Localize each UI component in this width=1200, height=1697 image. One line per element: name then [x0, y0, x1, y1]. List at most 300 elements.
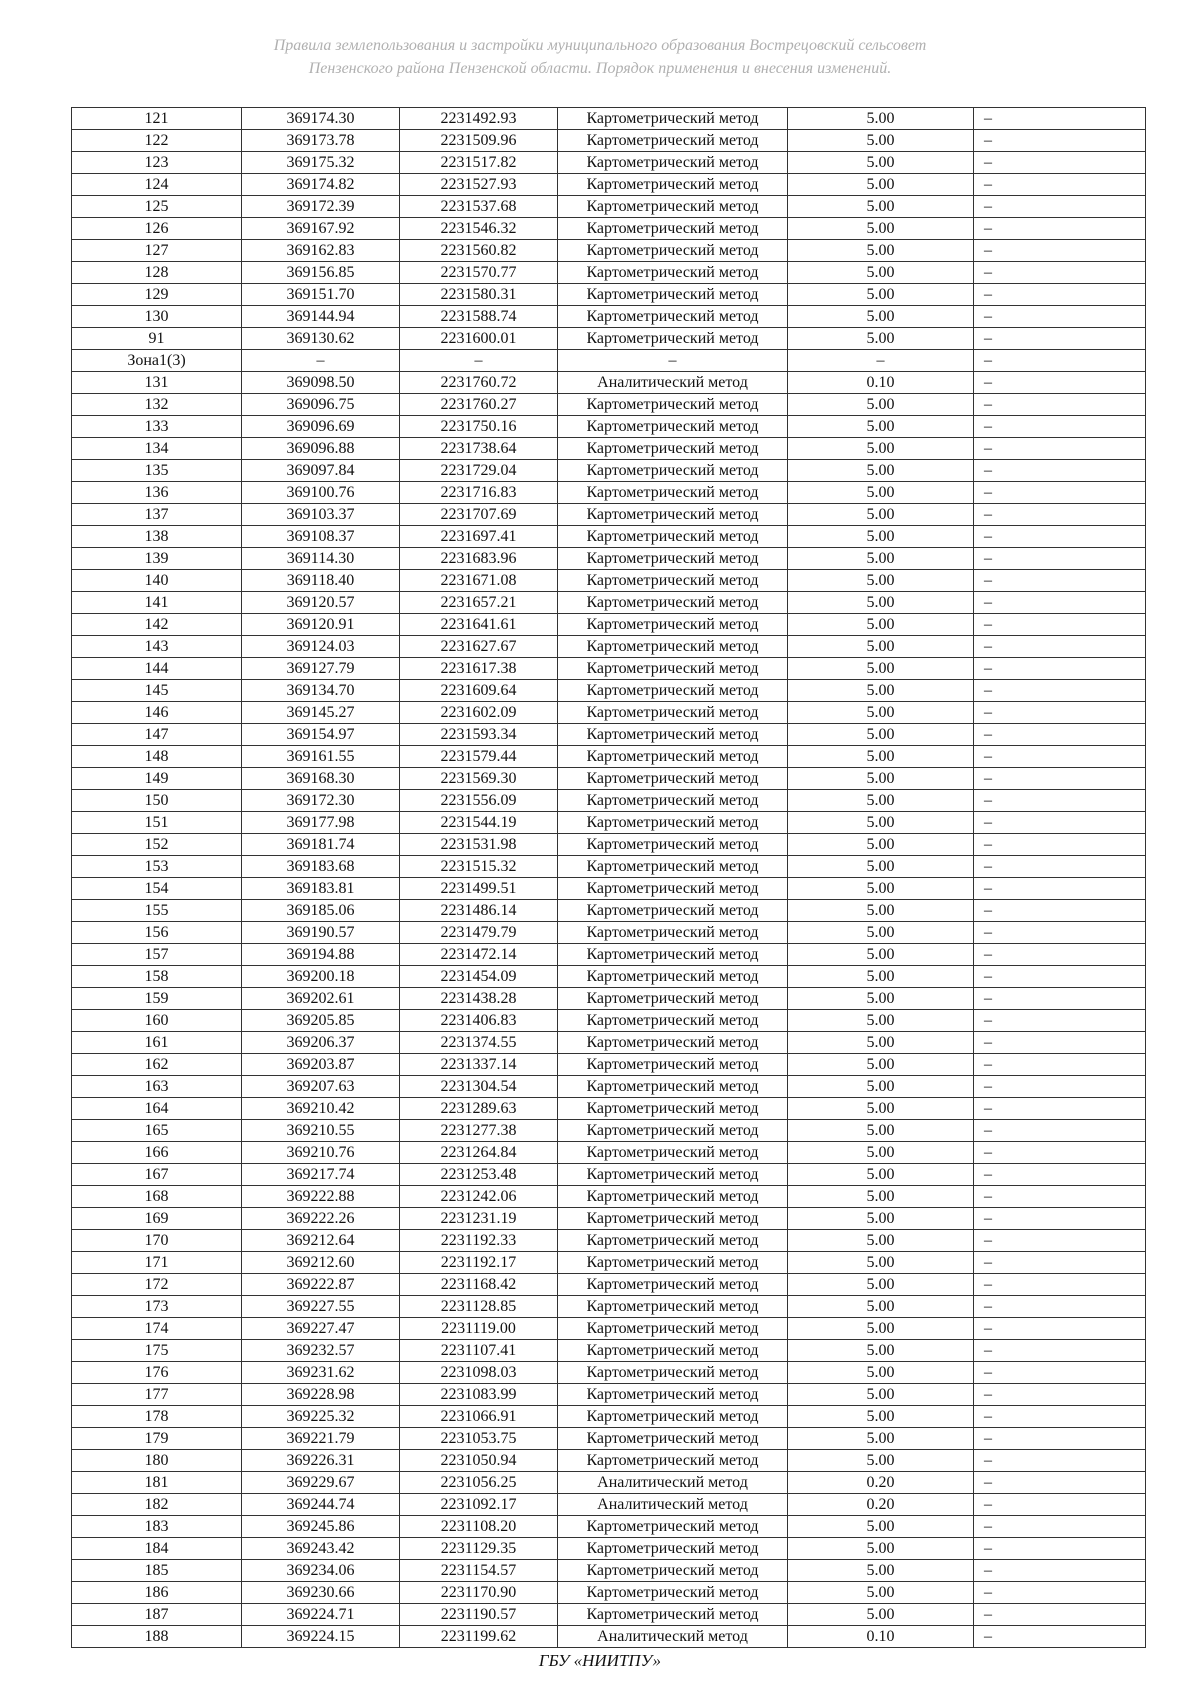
cell-note: –: [974, 1120, 1146, 1142]
cell-note: –: [974, 614, 1146, 636]
cell-point-number: 151: [72, 812, 242, 834]
cell-method: Картометрический метод: [558, 482, 788, 504]
cell-accuracy: 5.00: [788, 1538, 974, 1560]
cell-method: Картометрический метод: [558, 988, 788, 1010]
cell-point-number: 163: [72, 1076, 242, 1098]
table-row: [72, 1164, 1146, 1186]
cell-y-coordinate: 2231253.48: [400, 1164, 558, 1186]
cell-accuracy: 5.00: [788, 504, 974, 526]
cell-method: Картометрический метод: [558, 1252, 788, 1274]
table-row: [72, 1230, 1146, 1252]
cell-x-coordinate: 369222.26: [242, 1208, 400, 1230]
cell-point-number: 173: [72, 1296, 242, 1318]
cell-y-coordinate: 2231083.99: [400, 1384, 558, 1406]
cell-point-number: 147: [72, 724, 242, 746]
cell-note: –: [974, 262, 1146, 284]
cell-method: Картометрический метод: [558, 614, 788, 636]
cell-point-number: 159: [72, 988, 242, 1010]
cell-point-number: 135: [72, 460, 242, 482]
cell-note: –: [974, 504, 1146, 526]
cell-accuracy: 5.00: [788, 1186, 974, 1208]
cell-point-number: 165: [72, 1120, 242, 1142]
cell-x-coordinate: 369190.57: [242, 922, 400, 944]
cell-method: Картометрический метод: [558, 724, 788, 746]
table-row: [72, 174, 1146, 196]
table-row: [72, 746, 1146, 768]
cell-accuracy: 5.00: [788, 174, 974, 196]
cell-x-coordinate: 369124.03: [242, 636, 400, 658]
cell-y-coordinate: 2231738.64: [400, 438, 558, 460]
table-row: [72, 306, 1146, 328]
cell-note: –: [974, 768, 1146, 790]
cell-method: Картометрический метод: [558, 196, 788, 218]
table-row: [72, 130, 1146, 152]
cell-accuracy: 5.00: [788, 394, 974, 416]
cell-note: –: [974, 570, 1146, 592]
cell-x-coordinate: 369172.39: [242, 196, 400, 218]
cell-x-coordinate: 369183.68: [242, 856, 400, 878]
cell-accuracy: 5.00: [788, 548, 974, 570]
cell-y-coordinate: 2231170.90: [400, 1582, 558, 1604]
cell-point-number: 122: [72, 130, 242, 152]
cell-note: –: [974, 1450, 1146, 1472]
cell-note: –: [974, 1428, 1146, 1450]
cell-note: –: [974, 1230, 1146, 1252]
cell-note: –: [974, 306, 1146, 328]
table-row: [72, 1582, 1146, 1604]
cell-note: –: [974, 1560, 1146, 1582]
cell-method: Картометрический метод: [558, 592, 788, 614]
cell-x-coordinate: 369096.69: [242, 416, 400, 438]
cell-x-coordinate: 369200.18: [242, 966, 400, 988]
cell-point-number: 166: [72, 1142, 242, 1164]
cell-x-coordinate: 369231.62: [242, 1362, 400, 1384]
cell-note: –: [974, 482, 1146, 504]
cell-method: Картометрический метод: [558, 834, 788, 856]
cell-point-number: 132: [72, 394, 242, 416]
table-row: [72, 1142, 1146, 1164]
cell-x-coordinate: 369103.37: [242, 504, 400, 526]
cell-method: Аналитический метод: [558, 1472, 788, 1494]
cell-accuracy: 5.00: [788, 526, 974, 548]
cell-point-number: 125: [72, 196, 242, 218]
cell-x-coordinate: 369151.70: [242, 284, 400, 306]
cell-method: Картометрический метод: [558, 1186, 788, 1208]
cell-accuracy: 5.00: [788, 240, 974, 262]
cell-note: –: [974, 988, 1146, 1010]
cell-y-coordinate: 2231600.01: [400, 328, 558, 350]
table-row: [72, 394, 1146, 416]
cell-note: –: [974, 1296, 1146, 1318]
cell-accuracy: 5.00: [788, 812, 974, 834]
cell-x-coordinate: –: [242, 350, 400, 372]
cell-x-coordinate: 369096.75: [242, 394, 400, 416]
cell-y-coordinate: 2231537.68: [400, 196, 558, 218]
cell-y-coordinate: 2231492.93: [400, 108, 558, 130]
cell-method: Аналитический метод: [558, 1494, 788, 1516]
table-row: [72, 658, 1146, 680]
cell-accuracy: 5.00: [788, 306, 974, 328]
cell-y-coordinate: 2231716.83: [400, 482, 558, 504]
cell-y-coordinate: 2231242.06: [400, 1186, 558, 1208]
page-header: [0, 34, 1200, 80]
cell-accuracy: 5.00: [788, 834, 974, 856]
table-row: [72, 614, 1146, 636]
table-row: [72, 1120, 1146, 1142]
cell-x-coordinate: 369202.61: [242, 988, 400, 1010]
table-row: [72, 790, 1146, 812]
cell-x-coordinate: 369207.63: [242, 1076, 400, 1098]
cell-y-coordinate: 2231192.33: [400, 1230, 558, 1252]
cell-point-number: 124: [72, 174, 242, 196]
cell-note: –: [974, 1208, 1146, 1230]
cell-point-number: 137: [72, 504, 242, 526]
cell-method: Картометрический метод: [558, 1582, 788, 1604]
cell-method: Картометрический метод: [558, 1538, 788, 1560]
cell-method: Картометрический метод: [558, 856, 788, 878]
cell-x-coordinate: 369154.97: [242, 724, 400, 746]
cell-y-coordinate: 2231657.21: [400, 592, 558, 614]
cell-point-number: 188: [72, 1626, 242, 1648]
cell-x-coordinate: 369210.42: [242, 1098, 400, 1120]
cell-accuracy: 5.00: [788, 570, 974, 592]
cell-point-number: 186: [72, 1582, 242, 1604]
cell-x-coordinate: 369228.98: [242, 1384, 400, 1406]
table-row: [72, 1076, 1146, 1098]
cell-y-coordinate: 2231641.61: [400, 614, 558, 636]
cell-accuracy: 5.00: [788, 416, 974, 438]
cell-note: –: [974, 1384, 1146, 1406]
cell-accuracy: 5.00: [788, 328, 974, 350]
table-row: [72, 1406, 1146, 1428]
cell-accuracy: 5.00: [788, 1098, 974, 1120]
cell-method: Картометрический метод: [558, 284, 788, 306]
cell-y-coordinate: 2231499.51: [400, 878, 558, 900]
cell-y-coordinate: 2231750.16: [400, 416, 558, 438]
cell-point-number: 168: [72, 1186, 242, 1208]
cell-accuracy: 5.00: [788, 636, 974, 658]
cell-method: Картометрический метод: [558, 680, 788, 702]
cell-accuracy: 5.00: [788, 1428, 974, 1450]
table-row: [72, 592, 1146, 614]
cell-note: –: [974, 1626, 1146, 1648]
cell-y-coordinate: 2231509.96: [400, 130, 558, 152]
table-row: [72, 1340, 1146, 1362]
cell-note: –: [974, 1076, 1146, 1098]
cell-y-coordinate: 2231579.44: [400, 746, 558, 768]
cell-accuracy: 5.00: [788, 1142, 974, 1164]
cell-y-coordinate: –: [400, 350, 558, 372]
cell-method: Картометрический метод: [558, 1230, 788, 1252]
cell-point-number: 178: [72, 1406, 242, 1428]
cell-y-coordinate: 2231168.42: [400, 1274, 558, 1296]
table-row: [72, 966, 1146, 988]
cell-point-number: 161: [72, 1032, 242, 1054]
table-row: [72, 1098, 1146, 1120]
cell-method: Картометрический метод: [558, 328, 788, 350]
table-row: [72, 1208, 1146, 1230]
cell-x-coordinate: 369210.55: [242, 1120, 400, 1142]
cell-note: –: [974, 592, 1146, 614]
cell-x-coordinate: 369097.84: [242, 460, 400, 482]
cell-note: –: [974, 944, 1146, 966]
cell-accuracy: 5.00: [788, 1318, 974, 1340]
cell-note: –: [974, 702, 1146, 724]
table-row: [72, 1384, 1146, 1406]
cell-y-coordinate: 2231289.63: [400, 1098, 558, 1120]
page-footer: ГБУ «НИИТПУ»: [538, 1651, 662, 1670]
cell-point-number: 162: [72, 1054, 242, 1076]
table-row: [72, 1494, 1146, 1516]
cell-y-coordinate: 2231515.32: [400, 856, 558, 878]
cell-y-coordinate: 2231627.67: [400, 636, 558, 658]
cell-note: –: [974, 900, 1146, 922]
cell-method: Картометрический метод: [558, 790, 788, 812]
cell-point-number: 133: [72, 416, 242, 438]
table-row: [72, 1032, 1146, 1054]
cell-x-coordinate: 369243.42: [242, 1538, 400, 1560]
table-row: [72, 548, 1146, 570]
cell-method: Картометрический метод: [558, 768, 788, 790]
cell-note: –: [974, 394, 1146, 416]
cell-method: Картометрический метод: [558, 306, 788, 328]
cell-accuracy: 5.00: [788, 856, 974, 878]
cell-y-coordinate: 2231671.08: [400, 570, 558, 592]
cell-method: Картометрический метод: [558, 262, 788, 284]
cell-method: Картометрический метод: [558, 174, 788, 196]
cell-note: –: [974, 174, 1146, 196]
cell-note: –: [974, 834, 1146, 856]
cell-x-coordinate: 369100.76: [242, 482, 400, 504]
cell-note: –: [974, 1054, 1146, 1076]
cell-point-number: 167: [72, 1164, 242, 1186]
table-row: [72, 1054, 1146, 1076]
cell-accuracy: 5.00: [788, 460, 974, 482]
cell-y-coordinate: 2231406.83: [400, 1010, 558, 1032]
cell-method: Аналитический метод: [558, 372, 788, 394]
cell-y-coordinate: 2231479.79: [400, 922, 558, 944]
cell-method: Картометрический метод: [558, 394, 788, 416]
cell-x-coordinate: 369174.30: [242, 108, 400, 130]
cell-method: Картометрический метод: [558, 1054, 788, 1076]
table-row: [72, 240, 1146, 262]
cell-x-coordinate: 369120.91: [242, 614, 400, 636]
cell-method: Картометрический метод: [558, 900, 788, 922]
table-row: [72, 262, 1146, 284]
cell-y-coordinate: 2231593.34: [400, 724, 558, 746]
cell-y-coordinate: 2231192.17: [400, 1252, 558, 1274]
cell-y-coordinate: 2231438.28: [400, 988, 558, 1010]
cell-point-number: 138: [72, 526, 242, 548]
cell-y-coordinate: 2231374.55: [400, 1032, 558, 1054]
cell-y-coordinate: 2231231.19: [400, 1208, 558, 1230]
cell-y-coordinate: 2231092.17: [400, 1494, 558, 1516]
cell-method: Картометрический метод: [558, 130, 788, 152]
cell-accuracy: 5.00: [788, 1604, 974, 1626]
cell-note: –: [974, 218, 1146, 240]
cell-y-coordinate: 2231602.09: [400, 702, 558, 724]
cell-method: Картометрический метод: [558, 1450, 788, 1472]
cell-note: –: [974, 966, 1146, 988]
cell-note: –: [974, 1406, 1146, 1428]
cell-method: Картометрический метод: [558, 152, 788, 174]
cell-note: –: [974, 1274, 1146, 1296]
table-row: [72, 944, 1146, 966]
cell-accuracy: 5.00: [788, 130, 974, 152]
cell-point-number: 144: [72, 658, 242, 680]
table-row: [72, 988, 1146, 1010]
cell-note: –: [974, 1362, 1146, 1384]
cell-accuracy: 5.00: [788, 658, 974, 680]
cell-accuracy: –: [788, 350, 974, 372]
cell-y-coordinate: 2231129.35: [400, 1538, 558, 1560]
cell-accuracy: 5.00: [788, 196, 974, 218]
cell-accuracy: 5.00: [788, 900, 974, 922]
cell-method: Картометрический метод: [558, 658, 788, 680]
table-row: [72, 218, 1146, 240]
cell-point-number: 160: [72, 1010, 242, 1032]
cell-x-coordinate: 369226.31: [242, 1450, 400, 1472]
cell-method: Картометрический метод: [558, 812, 788, 834]
table-row: [72, 460, 1146, 482]
cell-y-coordinate: 2231531.98: [400, 834, 558, 856]
table-row: [72, 372, 1146, 394]
cell-point-number: 164: [72, 1098, 242, 1120]
cell-point-number: 134: [72, 438, 242, 460]
cell-y-coordinate: 2231760.27: [400, 394, 558, 416]
cell-note: –: [974, 1538, 1146, 1560]
cell-y-coordinate: 2231697.41: [400, 526, 558, 548]
cell-x-coordinate: 369174.82: [242, 174, 400, 196]
cell-accuracy: 5.00: [788, 1120, 974, 1142]
cell-x-coordinate: 369156.85: [242, 262, 400, 284]
cell-accuracy: 5.00: [788, 922, 974, 944]
cell-method: Картометрический метод: [558, 504, 788, 526]
cell-method: Картометрический метод: [558, 1274, 788, 1296]
cell-x-coordinate: 369134.70: [242, 680, 400, 702]
table-row: [72, 878, 1146, 900]
cell-method: Картометрический метод: [558, 240, 788, 262]
cell-method: Картометрический метод: [558, 1560, 788, 1582]
cell-method: Картометрический метод: [558, 1516, 788, 1538]
cell-method: Картометрический метод: [558, 1384, 788, 1406]
table-row: [72, 900, 1146, 922]
cell-point-number: 121: [72, 108, 242, 130]
cell-x-coordinate: 369229.67: [242, 1472, 400, 1494]
table-row: [72, 196, 1146, 218]
cell-note: –: [974, 438, 1146, 460]
cell-x-coordinate: 369120.57: [242, 592, 400, 614]
cell-point-number: 175: [72, 1340, 242, 1362]
cell-note: –: [974, 108, 1146, 130]
cell-x-coordinate: 369232.57: [242, 1340, 400, 1362]
cell-x-coordinate: 369206.37: [242, 1032, 400, 1054]
coordinates-table: [71, 107, 1146, 1648]
table-row: [72, 834, 1146, 856]
cell-accuracy: 5.00: [788, 1560, 974, 1582]
cell-note: –: [974, 1494, 1146, 1516]
cell-x-coordinate: 369173.78: [242, 130, 400, 152]
cell-x-coordinate: 369194.88: [242, 944, 400, 966]
cell-y-coordinate: 2231264.84: [400, 1142, 558, 1164]
cell-accuracy: 5.00: [788, 592, 974, 614]
cell-point-number: 156: [72, 922, 242, 944]
table-row: [72, 1626, 1146, 1648]
cell-note: –: [974, 1516, 1146, 1538]
cell-accuracy: 5.00: [788, 1164, 974, 1186]
cell-method: Картометрический метод: [558, 1076, 788, 1098]
cell-note: –: [974, 416, 1146, 438]
cell-x-coordinate: 369098.50: [242, 372, 400, 394]
cell-y-coordinate: 2231277.38: [400, 1120, 558, 1142]
cell-x-coordinate: 369162.83: [242, 240, 400, 262]
cell-x-coordinate: 369145.27: [242, 702, 400, 724]
cell-point-number: 169: [72, 1208, 242, 1230]
cell-note: –: [974, 636, 1146, 658]
cell-accuracy: 5.00: [788, 724, 974, 746]
cell-x-coordinate: 369212.64: [242, 1230, 400, 1252]
cell-method: –: [558, 350, 788, 372]
cell-y-coordinate: 2231190.57: [400, 1604, 558, 1626]
cell-method: Картометрический метод: [558, 1362, 788, 1384]
cell-point-number: 129: [72, 284, 242, 306]
cell-method: Картометрический метод: [558, 1604, 788, 1626]
cell-y-coordinate: 2231066.91: [400, 1406, 558, 1428]
cell-x-coordinate: 369185.06: [242, 900, 400, 922]
cell-accuracy: 5.00: [788, 1010, 974, 1032]
cell-x-coordinate: 369221.79: [242, 1428, 400, 1450]
table-row: [72, 1472, 1146, 1494]
cell-note: –: [974, 1142, 1146, 1164]
cell-point-number: 158: [72, 966, 242, 988]
cell-x-coordinate: 369245.86: [242, 1516, 400, 1538]
cell-method: Картометрический метод: [558, 1032, 788, 1054]
cell-y-coordinate: 2231053.75: [400, 1428, 558, 1450]
table-row: [72, 768, 1146, 790]
table-row: [72, 328, 1146, 350]
table-row: [72, 1252, 1146, 1274]
cell-point-number: 179: [72, 1428, 242, 1450]
cell-note: –: [974, 1164, 1146, 1186]
cell-y-coordinate: 2231729.04: [400, 460, 558, 482]
cell-note: –: [974, 1472, 1146, 1494]
cell-point-number: 157: [72, 944, 242, 966]
cell-x-coordinate: 369217.74: [242, 1164, 400, 1186]
cell-x-coordinate: 369210.76: [242, 1142, 400, 1164]
cell-x-coordinate: 369230.66: [242, 1582, 400, 1604]
cell-method: Картометрический метод: [558, 746, 788, 768]
cell-y-coordinate: 2231486.14: [400, 900, 558, 922]
cell-note: –: [974, 350, 1146, 372]
cell-y-coordinate: 2231517.82: [400, 152, 558, 174]
cell-accuracy: 5.00: [788, 1208, 974, 1230]
cell-y-coordinate: 2231199.62: [400, 1626, 558, 1648]
cell-note: –: [974, 922, 1146, 944]
cell-x-coordinate: 369114.30: [242, 548, 400, 570]
cell-method: Картометрический метод: [558, 1164, 788, 1186]
cell-point-number: 126: [72, 218, 242, 240]
cell-method: Картометрический метод: [558, 636, 788, 658]
cell-x-coordinate: 369175.32: [242, 152, 400, 174]
cell-accuracy: 5.00: [788, 482, 974, 504]
cell-accuracy: 5.00: [788, 1516, 974, 1538]
cell-accuracy: 5.00: [788, 1076, 974, 1098]
table-row: [72, 1274, 1146, 1296]
table-row: [72, 1428, 1146, 1450]
cell-accuracy: 5.00: [788, 680, 974, 702]
cell-x-coordinate: 369168.30: [242, 768, 400, 790]
cell-point-number: 146: [72, 702, 242, 724]
